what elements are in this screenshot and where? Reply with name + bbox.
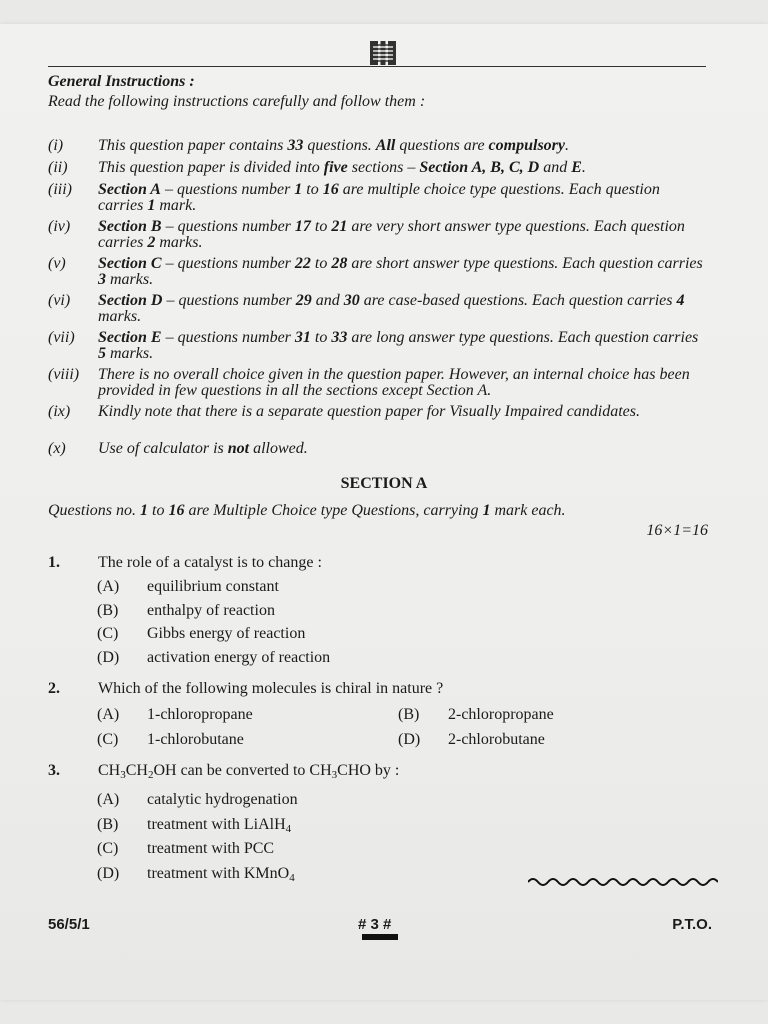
option-label: (B) <box>398 706 420 723</box>
instruction-text: Section E – questions number 31 to 33 are long answer type questions. Each question carries 5 marks. <box>98 329 699 362</box>
section-a-intro: Questions no. 1 to 16 are Multiple Choice type Questions, carrying 1 mark each. <box>48 502 566 519</box>
option-label: (C) <box>97 625 119 642</box>
instructions-intro: Read the following instructions carefully and follow them : <box>48 93 426 110</box>
question-number: 1. <box>48 554 60 571</box>
instruction-number: (ix) <box>48 403 71 420</box>
option-text: treatment with PCC <box>147 840 275 857</box>
pto-label: P.T.O. <box>672 916 712 933</box>
option-text: 1-chloropropane <box>147 706 253 723</box>
instruction-text: There is no overall choice given in the question paper. However, an internal choice has been provided in few questions in all the sections except Section A. <box>98 366 690 399</box>
option-text: Gibbs energy of reaction <box>147 625 306 642</box>
question-number: 3. <box>48 762 60 779</box>
option-label: (A) <box>97 578 120 595</box>
instruction-number: (v) <box>48 255 66 272</box>
header-rule <box>48 66 706 67</box>
option-label: (B) <box>97 816 119 833</box>
option-label: (A) <box>97 791 120 808</box>
instruction-number: (i) <box>48 137 64 154</box>
option-text: 2-chlorobutane <box>448 731 545 748</box>
option-label: (D) <box>398 731 421 748</box>
instruction-text: Section A – questions number 1 to 16 are multiple choice type questions. Each question carries 1 mark. <box>98 181 660 214</box>
instruction-number: (iii) <box>48 181 72 198</box>
instruction-text: Use of calculator is not allowed. <box>98 440 308 457</box>
question-text: The role of a catalyst is to change : <box>98 554 322 571</box>
option-text: enthalpy of reaction <box>147 602 275 619</box>
instruction-number: (viii) <box>48 366 80 383</box>
option-label: (D) <box>97 649 120 666</box>
qr-code-icon <box>370 41 396 65</box>
option-text: equilibrium constant <box>147 578 279 595</box>
general-instructions <box>48 72 710 112</box>
page-number-bar <box>362 934 398 940</box>
instruction-text: Section C – questions number 22 to 28 are short answer type questions. Each question carries 3 marks. <box>98 255 703 288</box>
instruction-text: This question paper contains 33 questions. All questions are compulsory. <box>98 137 569 154</box>
option-label: (C) <box>97 840 119 857</box>
paper-code: 56/5/1 <box>48 916 90 933</box>
instruction-text: Kindly note that there is a separate question paper for Visually Impaired candidates. <box>98 403 641 420</box>
instruction-number: (ii) <box>48 159 68 176</box>
option-text: treatment with LiAlH$_4$ <box>147 816 292 835</box>
instruction-number: (x) <box>48 440 66 457</box>
option-label: (A) <box>97 706 120 723</box>
section-a-title: SECTION A <box>340 475 428 492</box>
instructions-title: General Instructions : <box>48 73 195 90</box>
instruction-number: (vi) <box>48 292 71 309</box>
question-text: $CH_3CH_2OH$ can be converted to $CH_3CHO$ by : <box>98 762 400 781</box>
section-a-marks: 16×1=16 <box>646 522 708 539</box>
instruction-text: Section B – questions number 17 to 21 are very short answer type questions. Each question carries 2 marks. <box>98 218 685 251</box>
instruction-number: (iv) <box>48 218 71 235</box>
instruction-number: (vii) <box>48 329 75 346</box>
page-number: # 3 # <box>358 916 392 933</box>
wavy-line-decoration <box>528 876 718 888</box>
option-text: catalytic hydrogenation <box>147 791 298 808</box>
option-label: (B) <box>97 602 119 619</box>
option-text: activation energy of reaction <box>147 649 331 666</box>
option-text: 2-chloropropane <box>448 706 554 723</box>
option-label: (D) <box>97 865 120 882</box>
instruction-text: Section D – questions number 29 and 30 are case-based questions. Each question carries 4 marks. <box>98 292 685 325</box>
option-label: (C) <box>97 731 119 748</box>
option-text: 1-chlorobutane <box>147 731 244 748</box>
question-number: 2. <box>48 680 60 697</box>
question-text: Which of the following molecules is chiral in nature ? <box>98 680 444 697</box>
instruction-text: This question paper is divided into five sections – Section A, B, C, D and E. <box>98 159 586 176</box>
option-text: treatment with KMnO$_4$ <box>147 865 295 884</box>
